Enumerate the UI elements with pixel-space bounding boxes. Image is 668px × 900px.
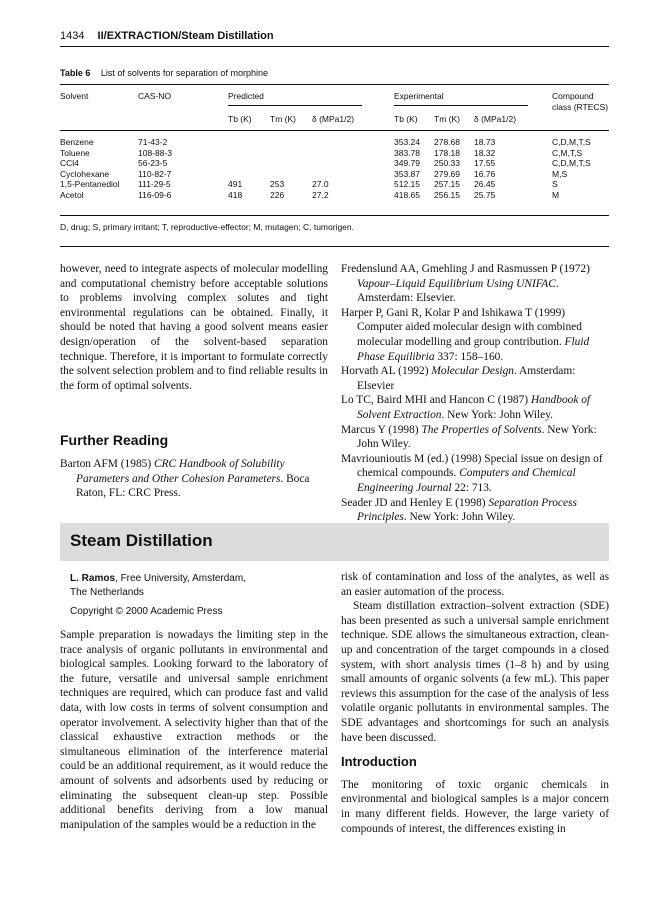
table-cell: 253 (270, 179, 285, 190)
author-affiliation (70, 572, 246, 599)
table-cell: 18.73 (474, 137, 496, 147)
further-reading-heading: Further Reading (60, 432, 169, 448)
table-cell: 349.79 (394, 158, 420, 169)
table-cell: 27.2 (312, 190, 329, 200)
table-cell: 279.69 (434, 168, 460, 179)
page-number: 1434 (60, 30, 85, 42)
table-cell: 226 (270, 190, 285, 200)
affiliation-line-2: The Netherlands (70, 586, 144, 598)
reference-source: . Amsterdam: Elsevier. (357, 277, 559, 305)
table-caption (60, 68, 268, 78)
th-experimental: Experimental (394, 91, 444, 101)
th-pred-tm: Tm (K) (270, 114, 296, 124)
experimental-underline (394, 105, 528, 106)
table-cell: Toluene (60, 147, 90, 158)
th-exp-tb: Tb (K) (394, 114, 418, 124)
th-solvent: Solvent (60, 91, 89, 101)
table-cell: 512.15 (394, 179, 420, 190)
table-cell: 27.0 (312, 179, 329, 190)
th-cas: CAS-NO (138, 91, 172, 101)
running-header (60, 30, 609, 42)
reference-source: . Amsterdam: Elsevier (357, 365, 576, 392)
section-title: II/EXTRACTION/Steam Distillation (97, 30, 274, 42)
table-cell: 250.33 (434, 158, 460, 169)
reference-title: Separation Process Principles (357, 496, 577, 524)
table-cell: 383.78 (394, 147, 420, 158)
article-paragraph: Sample preparation is nowadays the limiting step in the trace analysis of organic pollutants in environmental and biological samples. Looking forward to the laboratory of the future, versatile and universal sample enrichment techniques are required, which can produce fast and valid data, with low costs in terms of solvent consumption and operator involvement. A selectivity higher than that of the classical exhaustive extraction methods or the simultaneous elimination of the interference material could be an additional requirement, as it would reduce the amount of solvents and adsorbents used by reducing or eliminating the subsequent clean-up step. Possible additional benefits deriving from a low manual manipulation of the samples would be a reduction in the (60, 629, 328, 831)
table-cell: 353.87 (394, 168, 420, 179)
predicted-underline (228, 105, 362, 106)
author-name: L. Ramos (70, 573, 116, 584)
reference-authors: Seader JD and Henley E (1998) (341, 496, 486, 509)
th-compound-class: Compound class (RTECS) (552, 91, 609, 112)
table-top-rule (60, 84, 609, 85)
reference-item (341, 364, 609, 393)
table-cell: 56-23-5 (138, 158, 168, 169)
table-bottom-rule (60, 215, 609, 216)
reference-authors: Lo TC, Baird MHI and Hancon C (1987) (341, 394, 529, 407)
reference-item (341, 262, 609, 306)
table-cell: Benzene (60, 137, 94, 147)
table-cell: 178.18 (434, 147, 460, 158)
table-cell: 256.15 (434, 190, 460, 200)
table-cell: M (552, 190, 560, 200)
reference-authors: Barton AFM (1985) (60, 458, 152, 470)
reference-authors: Marcus Y (1998) (341, 423, 419, 436)
table-cell: 111-29-5 (138, 179, 171, 190)
reference-source: 22: 713. (451, 481, 492, 494)
reference-source: . Boca Raton, FL: CRC Press. (76, 472, 310, 500)
article-left-column (60, 628, 328, 832)
table-cell: 25.75 (474, 190, 496, 200)
reference-item (341, 423, 609, 452)
left-column-top (60, 262, 328, 393)
table-header-rule (60, 130, 609, 131)
reference-source: 337: 158–160. (434, 350, 504, 363)
table-cell: 418.65 (394, 190, 420, 200)
affiliation-line-1: , Free University, Amsterdam, (115, 573, 246, 584)
th-exp-delta: δ (MPa1/2) (474, 114, 517, 124)
reference-item (341, 306, 609, 364)
table-cell: 26.45 (474, 179, 496, 190)
reference-item (341, 496, 609, 525)
table-cell: CCl4 (60, 158, 79, 169)
table-cell: C,M,T,S (552, 147, 583, 158)
table-cell: 491 (228, 179, 243, 190)
article-right-column (341, 570, 609, 836)
table-cell: 1,5-Pentanediol (60, 179, 120, 190)
table-cell: 16.76 (474, 168, 496, 179)
article-paragraph: risk of contamination and loss of the analytes, as well as an easier automation of the process. (341, 571, 609, 598)
table-cell: Acetol (60, 190, 84, 200)
table-cell: 18.32 (474, 147, 496, 158)
article-paragraph: Steam distillation extraction–solvent extraction (SDE) has been presented as such a universal sample enrichment technique. SDE allows the simultaneous extraction, clean-up and concentration of the target compounds in a closed system, with short analysis times (1–8 h) and by using small amounts of organic solvents (a few mL). This paper reviews this assumption for the case of the analysis of less volatile organic pollutants in environmental samples. The SDE advantages and shortcomings for such an analysis have been discussed. (341, 600, 609, 744)
table-cell: 108-88-3 (138, 147, 173, 158)
table-cell: 17.55 (474, 158, 496, 169)
reference-title: The Properties of Solvents (421, 423, 542, 436)
reference-item (341, 452, 609, 496)
further-reading-right (341, 262, 609, 525)
table-cell: 278.68 (434, 137, 460, 147)
article-title: Steam Distillation (70, 531, 213, 550)
header-rule (60, 46, 609, 47)
reference-title: Vapour–Liquid Equilibrium Using UNIFAC (357, 277, 556, 290)
reference-authors: Mavriounioutis M (ed.) (1998) Special issue on design of chemical compounds. (341, 452, 603, 480)
table-cell: C,D,M,T,S (552, 158, 591, 169)
table-cell: 257.15 (434, 179, 460, 190)
reference-title: Computers and Chemical Engineering Journal (357, 467, 576, 494)
table-end-rule (60, 246, 609, 247)
article-title-band (60, 523, 609, 561)
article-paragraph: The monitoring of toxic organic chemicals in environmental and biological samples is a major concern in many different fields. However, the large variety of compounds of interest, the differences existing in (341, 778, 609, 835)
table-cell: C,D,M,T,S (552, 137, 591, 147)
reference-item (341, 393, 609, 422)
reference-title: CRC Handbook of Solubility Parameters and Other Cohesion Parameters (76, 458, 285, 485)
table-cell: Cyclohexane (60, 168, 110, 179)
reference-item (60, 457, 328, 501)
th-predicted: Predicted (228, 91, 264, 101)
table-label: Table 6 (60, 68, 91, 78)
table-cell: 71-43-2 (138, 137, 168, 147)
introduction-heading: Introduction (341, 754, 417, 770)
reference-source: . New York: John Wiley. (357, 423, 597, 451)
reference-title: Molecular Design (431, 365, 514, 378)
reference-source: . New York: John Wiley. (403, 511, 516, 524)
reference-source: . New York: John Wiley. (441, 408, 554, 421)
reference-title: Handbook of Solvent Extraction (357, 394, 591, 421)
th-exp-tm: Tm (K) (434, 114, 460, 124)
table-cell: S (552, 179, 558, 190)
th-pred-tb: Tb (K) (228, 114, 252, 124)
reference-authors: Harper P, Gani R, Kolar P and Ishikawa T (1999) Computer aided molecular design with combined molecular modelling and group contribution. (341, 306, 582, 348)
table-cell: 418 (228, 190, 243, 200)
table-cell: 353.24 (394, 137, 420, 147)
table-cell: 116-09-6 (138, 190, 172, 200)
table-cell: 110-82-7 (138, 168, 172, 179)
further-reading-left (60, 457, 328, 501)
reference-authors: Fredenslund AA, Gmehling J and Rasmussen P (1972) (341, 263, 590, 275)
body-paragraph: however, need to integrate aspects of molecular modelling and computational chemistry before acceptable solutions to problems involving complex solutes and tight environmental regulations can be obtained. Finally, it should be noted that having a good solvent means easier design/operation of the solvent-based separation technique. Therefore, it is important to formulate correctly the solvent selection problem and to find reliable results in the form of optimal solvents. (60, 263, 328, 392)
table-cell: M,S (552, 168, 568, 179)
copyright-line: Copyright © 2000 Academic Press (70, 606, 223, 617)
reference-title: Fluid Phase Equilibria (357, 335, 590, 363)
table-footnote: D, drug; S, primary irritant; T, reproductive-effector; M, mutagen; C, tumorigen. (60, 222, 354, 232)
reference-authors: Horvath AL (1992) (341, 365, 429, 378)
table-caption-text: List of solvents for separation of morphine (100, 68, 268, 78)
th-pred-delta: δ (MPa1/2) (312, 114, 355, 124)
